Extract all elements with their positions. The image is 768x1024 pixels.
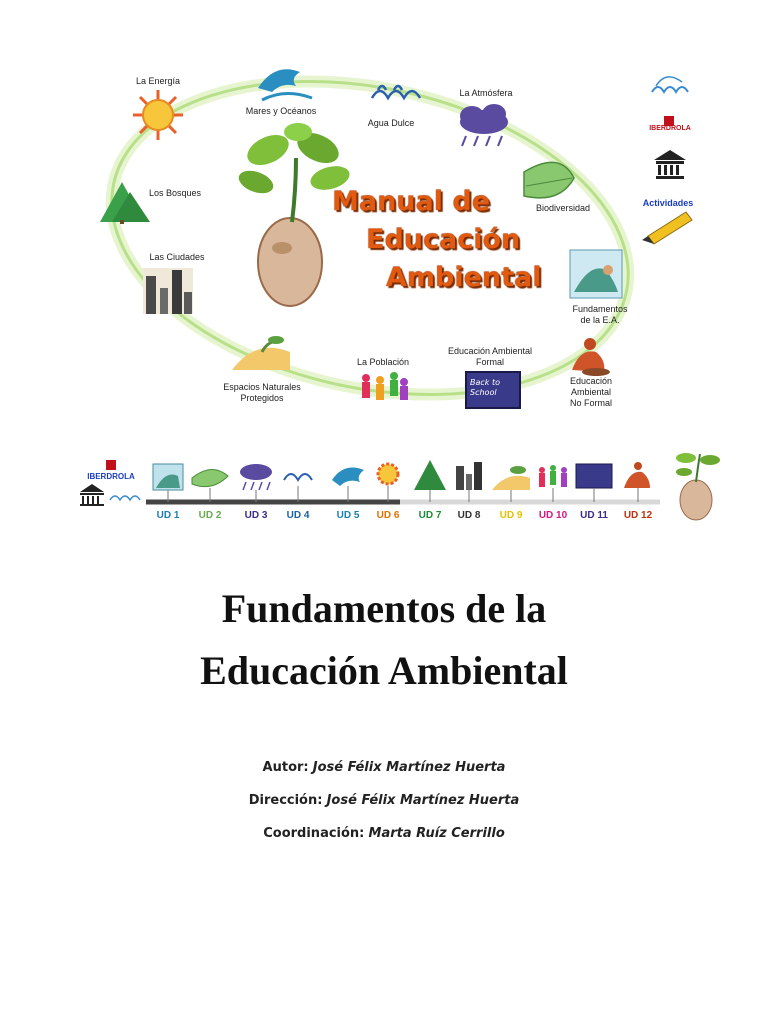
ud3-rain-icon [240,464,272,490]
unit-label-11[interactable]: UD 11 [580,510,608,521]
sun-icon [133,90,183,140]
unit-label-8[interactable]: UD 8 [457,510,481,521]
ud4-wave-icon [284,474,312,480]
manual-title-line: Ambiental [386,262,542,293]
document-title [0,580,768,700]
blackboard-text: Back to School [470,378,500,397]
unit-label-3[interactable]: UD 3 [244,510,268,521]
unit-label-4[interactable]: UD 4 [286,510,310,521]
iberdrola-small-logo-icon [106,460,116,470]
rain-cloud-icon [460,104,508,146]
ud7-tree-icon [414,460,446,490]
topic-label-espacios: Espacios Naturales Protegidos [223,382,301,403]
iberdrola-small-logo-text: IBERDROLA [87,472,135,481]
ud11-blackboard-icon [576,464,612,488]
manual-title-line: Manual de [332,186,491,217]
topic-label-poblacion: La Población [356,357,410,367]
credit-coordination-value: Marta Ruíz Cerrillo [368,826,505,841]
unit-label-12[interactable]: UD 12 [623,510,653,521]
fundamentos-icon [570,250,622,298]
unit-label-10[interactable]: UD 10 [538,510,568,521]
ud9-beach-icon [492,466,530,490]
ud6-sun-icon [378,464,398,484]
credit-direction [0,793,768,808]
topic-label-ciudades: Las Ciudades [149,252,205,262]
pencil-icon [642,212,692,244]
credit-coordination [0,826,768,841]
topic-label-fundamentos: Fundamentos de la E.A. [572,304,628,325]
unit-label-2[interactable]: UD 2 [198,510,222,521]
unesco-small-logo-icon [80,484,104,506]
topic-label-noformal: Educación Ambiental No Formal [569,376,613,408]
unesco-logo-icon [654,150,686,179]
manual-title-line: Educación [366,224,521,255]
document-title-line: Educación Ambiental [200,648,568,693]
topic-label-mares: Mares y Océanos [245,106,317,116]
ud12-gardener-icon [624,462,650,488]
topic-label-agua: Agua Dulce [367,118,415,128]
topic-label-atmosfera: La Atmósfera [459,88,513,98]
document-title-line: Fundamentos de la [221,586,547,631]
ud2-leaf-icon [192,469,228,486]
water-small-logo-icon [110,496,140,500]
ud8-city-icon [456,462,482,490]
water-logo-icon [652,77,688,92]
credit-author-label: Autor: [262,760,309,775]
city-icon [143,268,193,314]
iberdrola-logo-text: IBERDROLA [649,125,691,132]
credit-direction-label: Dirección: [248,793,323,808]
topic-label-formal: Educación Ambiental Formal [447,346,533,367]
credit-author [0,760,768,775]
ud10-people-icon [539,465,567,487]
credit-author-value: José Félix Martínez Huerta [312,760,506,775]
unit-label-1[interactable]: UD 1 [156,510,180,521]
ud1-icon [153,464,183,490]
credit-direction-value: José Félix Martínez Huerta [326,793,520,808]
plant-head-small-icon [676,453,720,520]
manual-title [332,183,552,297]
ud5-dolphin-icon [332,468,364,486]
actividades-link[interactable]: Actividades [642,198,694,208]
topic-label-biodiversidad: Biodiversidad [535,203,591,213]
unit-label-5[interactable]: UD 5 [336,510,360,521]
topic-label-bosques: Los Bosques [148,188,202,198]
unit-label-7[interactable]: UD 7 [418,510,442,521]
unit-label-6[interactable]: UD 6 [376,510,400,521]
credit-coordination-label: Coordinación: [263,826,365,841]
topic-label-energia: La Energía [135,76,181,86]
unit-label-9[interactable]: UD 9 [499,510,523,521]
